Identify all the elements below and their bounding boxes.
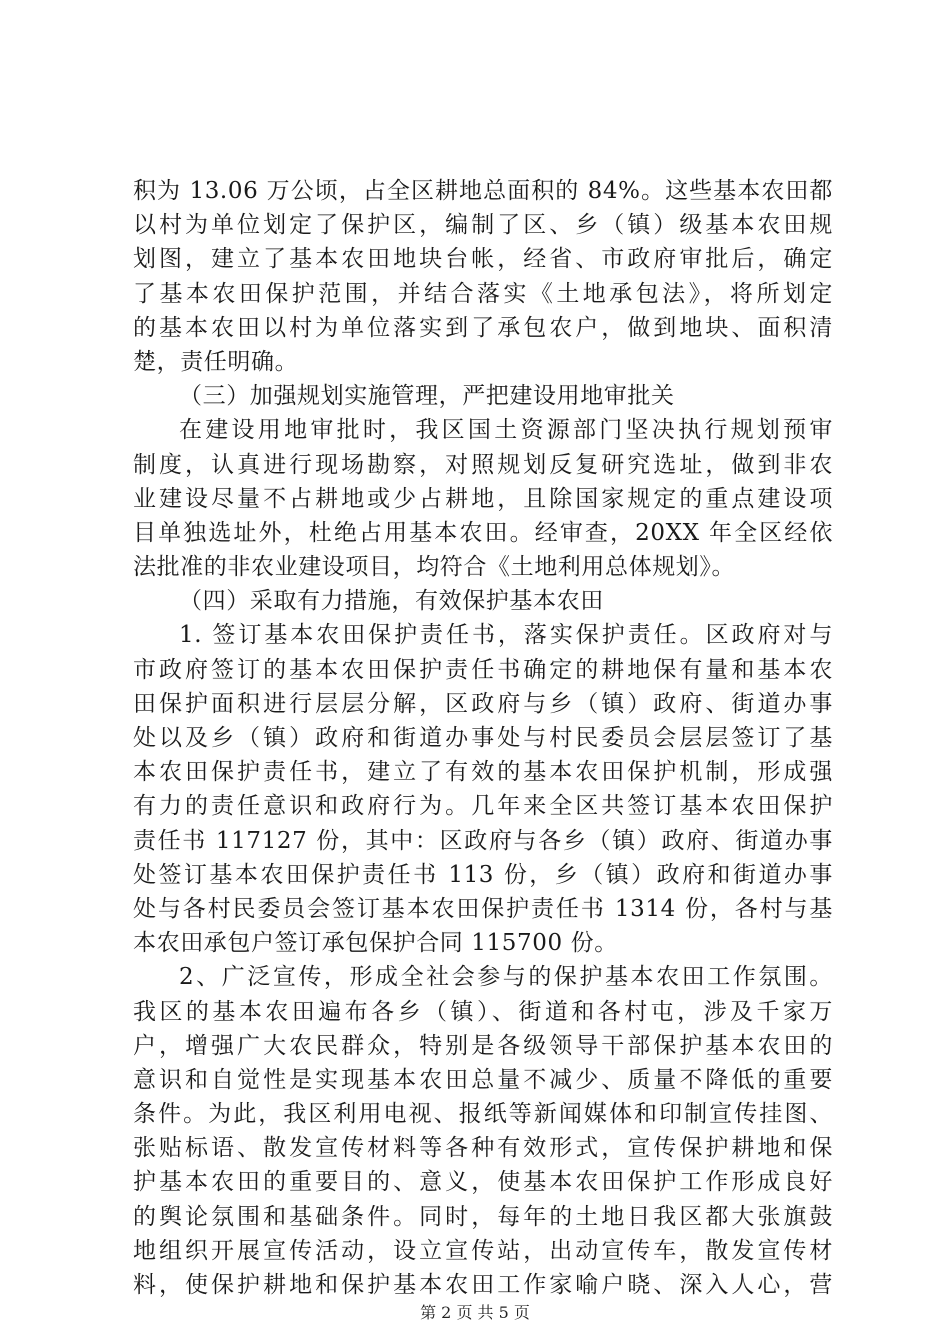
text-line: 处以及乡（镇）政府和街道办事处与村民委员会层层签订了基 [133, 725, 833, 751]
text-line: 市政府签订的基本农田保护责任书确定的耕地保有量和基本农 [133, 656, 833, 683]
text-line: 楚，责任明确。 [133, 348, 299, 375]
text-line: 2、广泛宣传，形成全社会参与的保护基本农田工作氛围。 [179, 964, 833, 991]
page-number-footer: 第 2 页 共 5 页 [420, 1303, 530, 1322]
document-body [133, 174, 833, 1302]
text-line: 地组织开展宣传活动，设立宣传站，出动宣传车，散发宣传材 [133, 1237, 833, 1264]
text-line: 处签订基本农田保护责任书 113 份，乡（镇）政府和街道办事 [133, 861, 833, 888]
text-line: 了基本农田保护范围，并结合落实《土地承包法》，将所划定 [133, 280, 833, 307]
text-line: 本农田保护责任书，建立了有效的基本农田保护机制，形成强 [133, 759, 833, 786]
text-line: 1. 签订基本农田保护责任书，落实保护责任。区政府对与 [179, 622, 833, 649]
text-line: 在建设用地审批时，我区国土资源部门坚决执行规划预审 [179, 417, 833, 444]
text-line: 制度，认真进行现场勘察，对照规划反复研究选址，做到非农 [133, 451, 833, 478]
text-line: 张贴标语、散发宣传材料等各种有效形式，宣传保护耕地和保 [133, 1135, 833, 1162]
text-line: 责任书 117127 份，其中：区政府与各乡（镇）政府、街道办事 [133, 827, 833, 854]
section-heading: （三）加强规划实施管理，严把建设用地审批关 [179, 383, 675, 410]
text-line: 有力的责任意识和政府行为。几年来全区共签订基本农田保护 [133, 793, 833, 820]
text-line: 法批准的非农业建设项目，均符合《土地利用总体规划》。 [133, 554, 736, 581]
text-line: 意识和自觉性是实现基本农田总量不减少、质量不降低的重要 [133, 1066, 833, 1093]
text-line: 积为 13.06 万公顷，占全区耕地总面积的 84%。这些基本农田都 [133, 178, 833, 204]
text-line: 的基本农田以村为单位落实到了承包农户，做到地块、面积清 [133, 314, 833, 341]
text-line: 我区的基本农田遍布各乡（镇）、街道和各村屯，涉及千家万 [133, 998, 833, 1025]
text-line: 目单独选址外，杜绝占用基本农田。经审查，20XX 年全区经依 [133, 519, 833, 546]
text-line: 料，使保护耕地和保护基本农田工作家喻户晓、深入人心，营 [133, 1272, 833, 1298]
text-line: 业建设尽量不占耕地或少占耕地，且除国家规定的重点建设项 [133, 485, 833, 512]
text-line: 条件。为此，我区利用电视、报纸等新闻媒体和印制宣传挂图、 [133, 1101, 833, 1128]
text-line: 本农田承包户签订承包保护合同 115700 份。 [133, 930, 618, 957]
text-line: 护基本农田的重要目的、意义，使基本农田保护工作形成良好 [133, 1169, 833, 1196]
section-heading: （四）采取有力措施，有效保护基本农田 [179, 588, 604, 615]
text-line: 田保护面积进行层层分解，区政府与乡（镇）政府、街道办事 [133, 690, 833, 717]
text-line: 的舆论氛围和基础条件。同时，每年的土地日我区都大张旗鼓 [133, 1203, 833, 1230]
text-line: 户，增强广大农民群众，特别是各级领导干部保护基本农田的 [133, 1032, 833, 1059]
text-line: 划图，建立了基本农田地块台帐，经省、市政府审批后，确定 [133, 246, 833, 273]
text-line: 处与各村民委员会签订基本农田保护责任书 1314 份，各村与基 [133, 895, 833, 922]
text-line: 以村为单位划定了保护区，编制了区、乡（镇）级基本农田规 [133, 212, 833, 239]
